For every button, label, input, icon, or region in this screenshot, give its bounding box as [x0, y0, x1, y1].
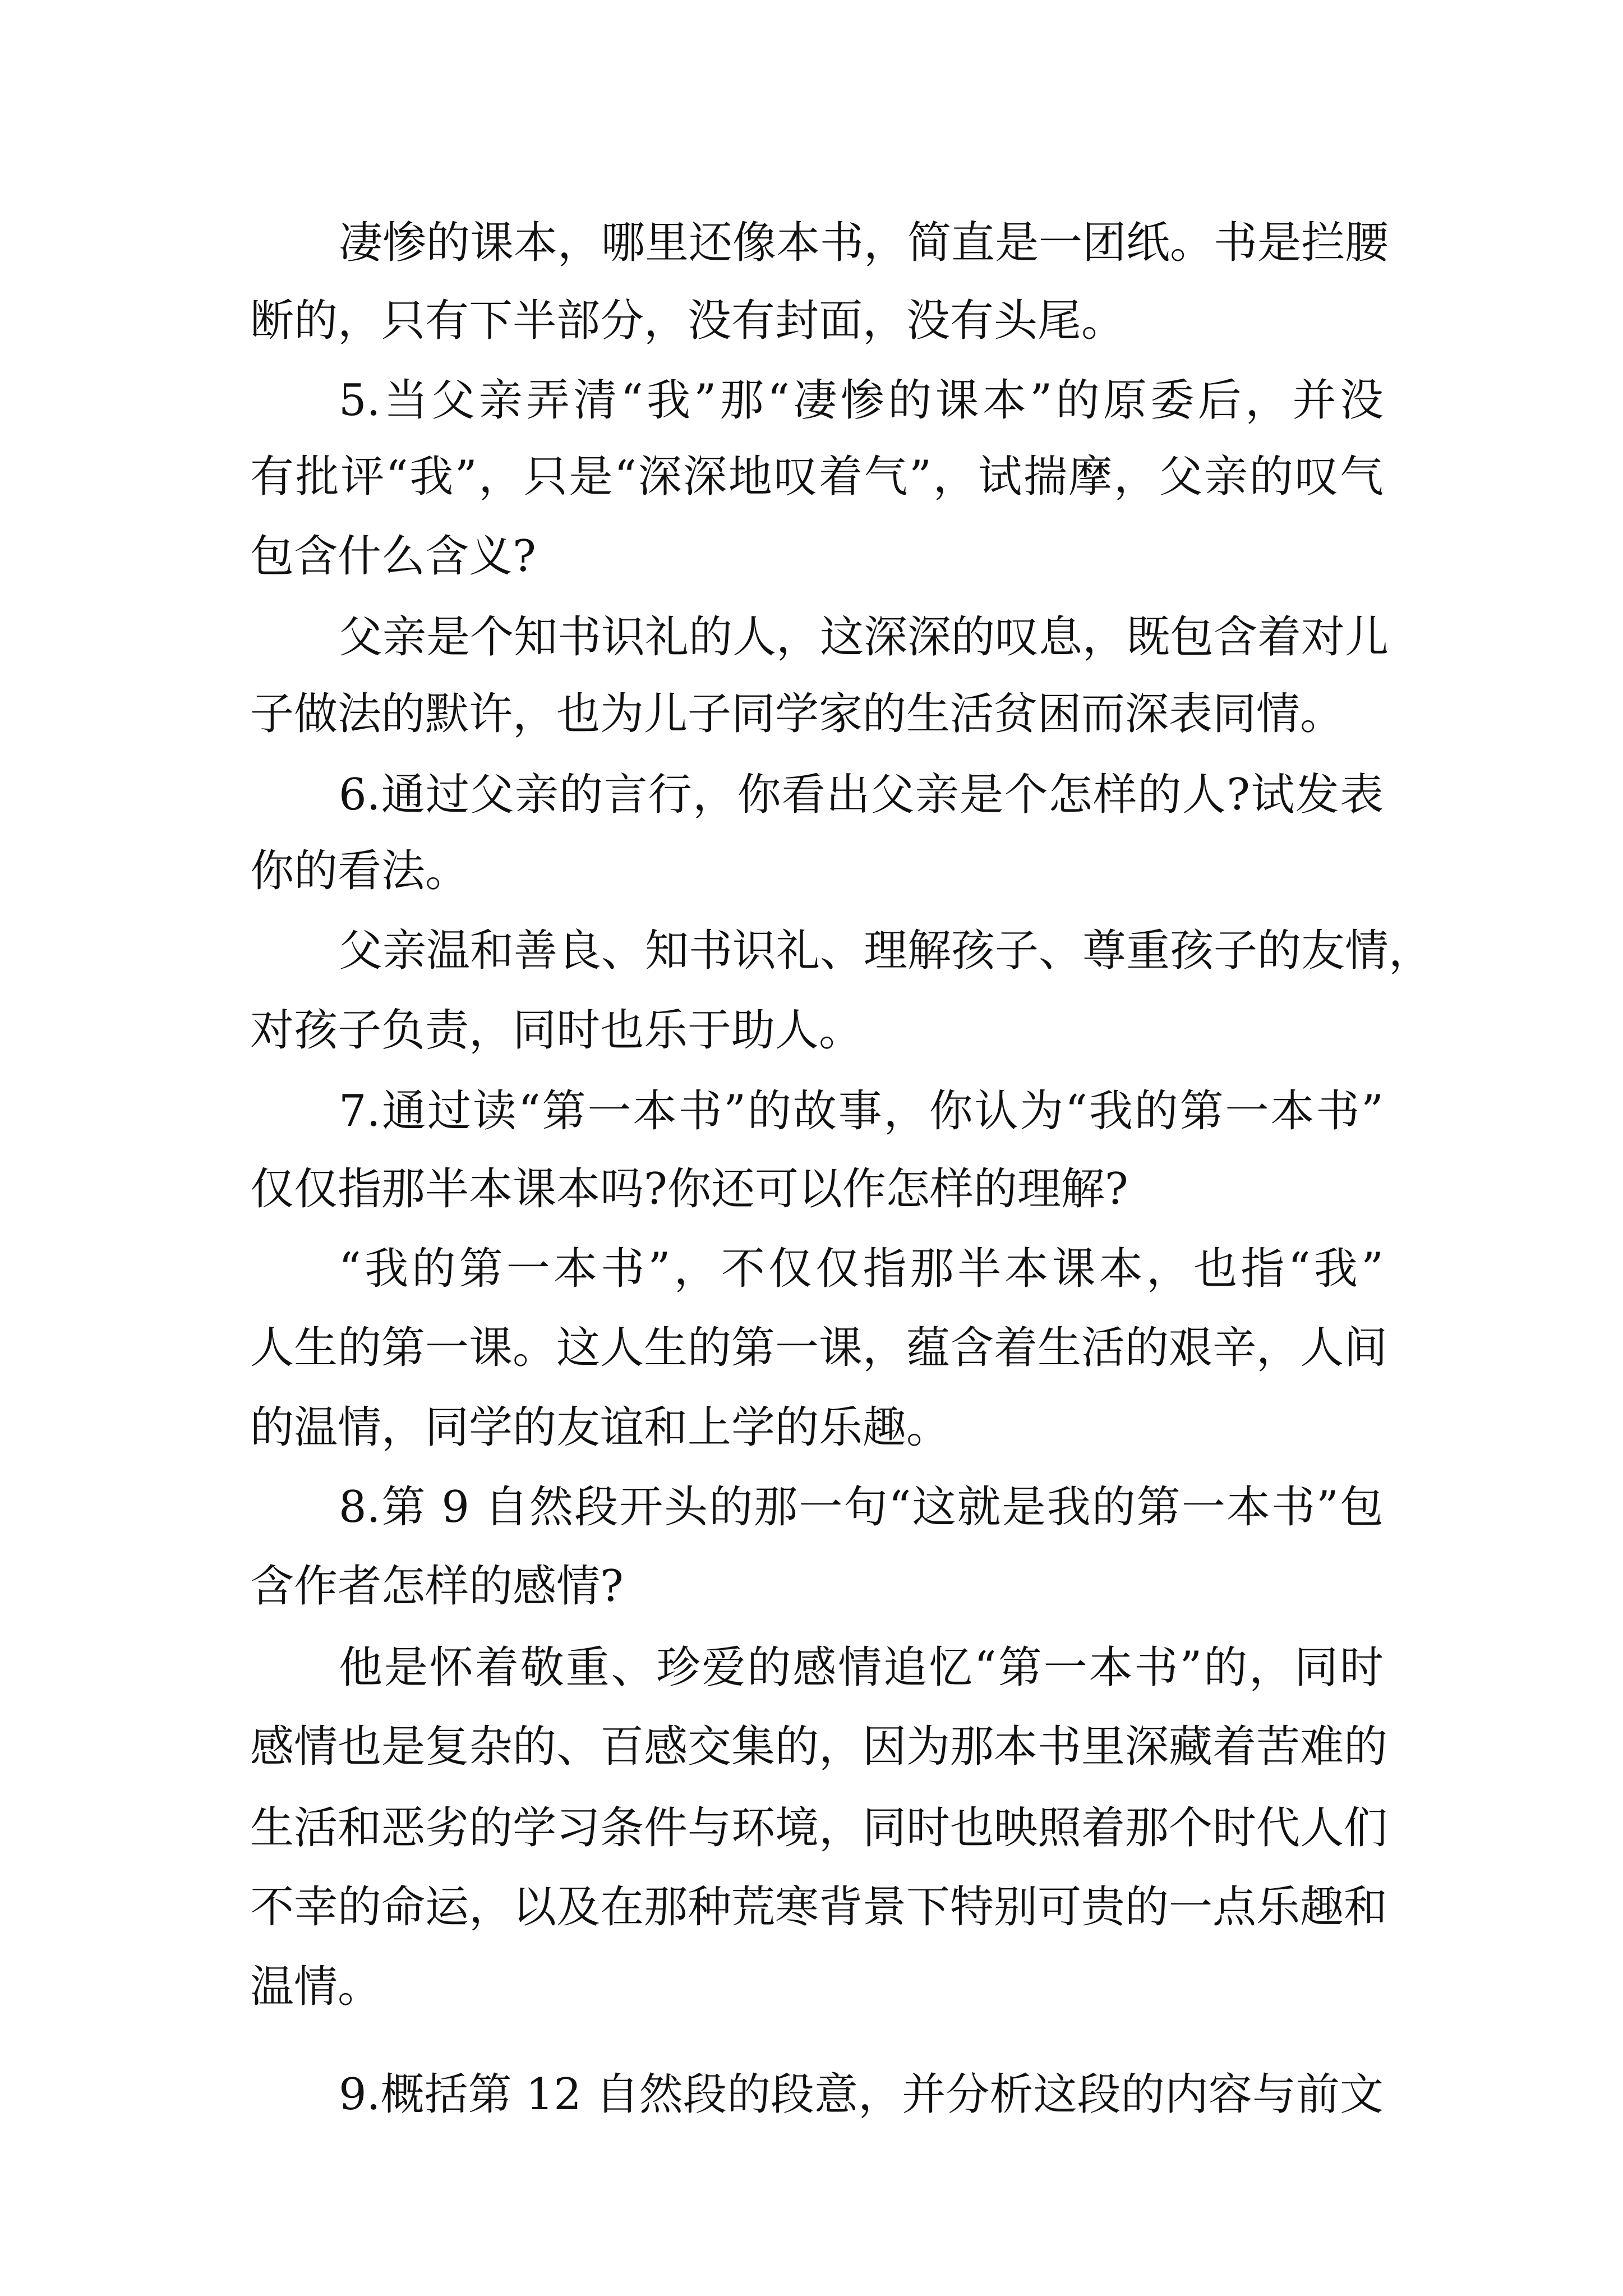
text-line: 仅仅指那半本课本吗?你还可以作怎样的理解?: [250, 1164, 1128, 1214]
text-line: 生活和恶劣的学习条件与环境，同时也映照着那个时代人们: [250, 1803, 1388, 1853]
text-line: 5.当父亲弄清“我”那“凄惨的课本”的原委后，并没: [339, 375, 1384, 426]
text-line: 6.通过父亲的言行，你看出父亲是个怎样的人?试发表: [339, 770, 1384, 820]
text-line: 凄惨的课本，哪里还像本书，简直是一团纸。书是拦腰: [339, 218, 1389, 268]
text-line: 不幸的命运，以及在那种荒寒背景下特别可贵的一点乐趣和: [250, 1882, 1388, 1932]
text-line: 温情。: [250, 1962, 382, 2012]
text-line: 父亲温和善良、知书识礼、理解孩子、尊重孩子的友情，: [339, 926, 1433, 976]
text-line: 人生的第一课。这人生的第一课，蕴含着生活的艰辛，人间: [250, 1323, 1388, 1373]
text-line: 包含什么含义?: [250, 531, 536, 582]
text-line: 子做法的默许，也为儿子同学家的生活贫困而深表同情。: [250, 689, 1344, 739]
text-line: 的温情，同学的友谊和上学的乐趣。: [250, 1402, 951, 1453]
text-line: 他是怀着敬重、珍爱的感情追忆“第一本书”的，同时: [339, 1642, 1384, 1693]
text-line: “我的第一本书”，不仅仅指那半本课本，也指“我”: [339, 1244, 1384, 1294]
text-line: 有批评“我”，只是“深深地叹着气”，试揣摩，父亲的叹气: [250, 452, 1384, 502]
text-line: 你的看法。: [250, 846, 469, 896]
text-line: 9.概括第 12 自然段的段意，并分析这段的内容与前文: [339, 2069, 1384, 2120]
text-line: 断的，只有下半部分，没有封面，没有头尾。: [250, 296, 1126, 346]
text-line: 父亲是个知书识礼的人，这深深的叹息，既包含着对儿: [339, 612, 1389, 662]
text-line: 含作者怎样的感情?: [250, 1561, 624, 1612]
text-line: 感情也是复杂的、百感交集的，因为那本书里深藏着苦难的: [250, 1722, 1388, 1772]
text-line: 8.第 9 自然段开头的那一句“这就是我的第一本书”包: [339, 1482, 1384, 1533]
text-line: 7.通过读“第一本书”的故事，你认为“我的第一本书”: [339, 1086, 1384, 1137]
text-line: 对孩子负责，同时也乐于助人。: [250, 1005, 863, 1056]
